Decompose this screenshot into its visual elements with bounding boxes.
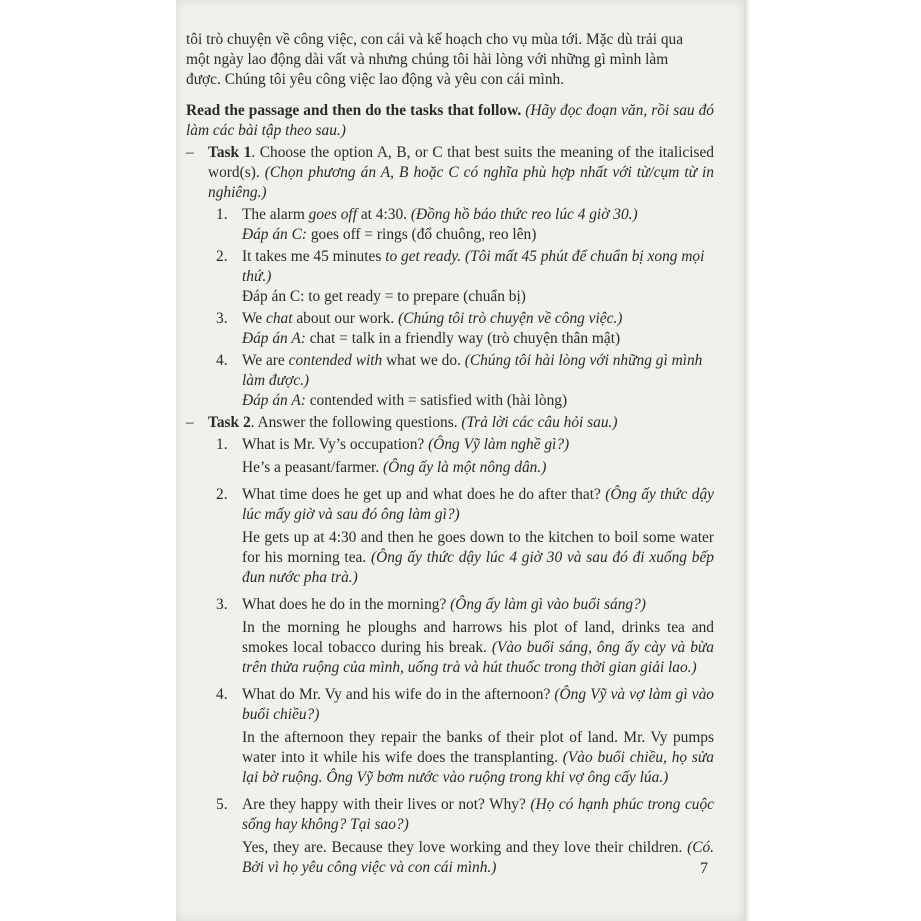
list-item: [186, 205, 714, 245]
list-item: [186, 595, 714, 678]
item-answer: [242, 225, 714, 245]
item-number: 2.: [216, 248, 228, 265]
question-text: We: [242, 310, 266, 327]
question-text: What is Mr. Vy’s occupation?: [242, 436, 429, 453]
task-1-items: [186, 205, 714, 411]
item-question: [242, 435, 714, 455]
question-text: It takes me 45 minutes: [242, 248, 386, 265]
answer-label: Đáp án C:: [242, 226, 307, 243]
item-number: 1.: [216, 436, 228, 453]
page-number: 7: [700, 860, 708, 877]
question-italic: contended with: [288, 352, 383, 369]
task-2-heading: [208, 413, 714, 433]
question-text: We are: [242, 352, 289, 369]
task-1-label: Task 1: [208, 144, 252, 161]
task-1-translation: (Chọn phương án A, B hoặc C có nghĩa phù hợp nhất với từ/cụm từ in nghiêng.): [208, 164, 714, 201]
task-1-text: . Choose the option A, B, or C that best suits the meaning of the italicised word(s).: [208, 144, 715, 181]
question-translation: (Họ có hạnh phúc trong cuộc sống hay không? Tại sao?): [242, 796, 714, 833]
question-text: about our work.: [292, 310, 399, 327]
question-text: Are they happy with their lives or not? Why?: [242, 796, 531, 813]
question-italic: chat: [265, 310, 293, 327]
task-1-heading: [208, 143, 714, 203]
question-translation: (Chúng tôi trò chuyện về công việc.): [398, 310, 623, 327]
question-translation: (Chúng tôi hài lòng với những gì mình làm được.): [242, 352, 703, 389]
item-answer: [242, 458, 714, 478]
question-text: What does he do in the morning?: [242, 596, 451, 613]
item-question: [242, 205, 714, 225]
task-dash: –: [186, 144, 194, 161]
list-item: [186, 685, 714, 788]
list-item: [186, 485, 714, 588]
item-question: [242, 351, 714, 391]
question-text: What time does he get up and what does he do after that?: [242, 486, 606, 503]
task-1: [186, 143, 714, 203]
task-2: [186, 413, 714, 433]
answer-translation: (Ông ấy thức dậy lúc 4 giờ 30 và sau đó đi xuống bếp đun nước pha trà.): [242, 549, 714, 586]
answer-text: chat = talk in a friendly way (trò chuyện thân mật): [305, 330, 621, 347]
answer-text: goes off = rings (đổ chuông, reo lên): [306, 226, 537, 243]
task-2-items: [186, 435, 714, 878]
answer-text: He gets up at 4:30 and then he goes down to the kitchen to boil some water for his morning tea.: [242, 529, 714, 566]
answer-translation: (Vào buổi sáng, ông ấy cày và bừa trên thửa ruộng của mình, uống trà và hút thuốc trong thời gian giải lao.): [242, 639, 714, 676]
item-answer: [242, 618, 714, 678]
item-number: 2.: [216, 486, 228, 503]
question-text: What do Mr. Vy and his wife do in the afternoon?: [242, 686, 555, 703]
item-answer: [242, 329, 714, 349]
question-translation: (Ông Vỹ và vợ làm gì vào buổi chiều?): [242, 686, 714, 723]
answer-translation: (Vào buổi chiều, họ sửa lại bờ ruộng. Ông Vỹ bơm nước vào ruộng trong khi vợ ông cấy lúa.): [242, 749, 714, 786]
book-page: [176, 0, 744, 921]
answer-text: In the afternoon they repair the banks of their plot of land. Mr. Vy pumps water into it while his wife does the transplanting.: [242, 729, 714, 766]
item-number: 3.: [216, 596, 228, 613]
intro-line: một ngày lao động dài vất và nhưng chúng tôi hài lòng với những gì mình làm: [186, 51, 669, 68]
instruction-translation: (Hãy đọc đoạn văn, rồi sau đó làm các bài tập theo sau.): [186, 102, 715, 139]
answer-text: contended with = satisfied with (hài lòng): [305, 392, 568, 409]
answer-text: He’s a peasant/farmer.: [242, 459, 384, 476]
intro-line: được. Chúng tôi yêu công việc lao động và yêu con cái mình.: [186, 71, 565, 88]
item-answer: [242, 287, 714, 307]
answer-label: Đáp án A:: [242, 330, 306, 347]
answer-text: Yes, they are. Because they love working and they love their children.: [242, 839, 688, 856]
item-question: [242, 685, 714, 725]
page-content: [186, 30, 714, 885]
question-translation: (Đồng hồ báo thức reo lúc 4 giờ 30.): [410, 206, 638, 223]
task-2-text: . Answer the following questions.: [250, 414, 462, 431]
instruction: [186, 101, 714, 141]
answer-label: Đáp án A:: [242, 392, 306, 409]
item-answer: [242, 838, 714, 878]
instruction-text: Read the passage and then do the tasks that follow.: [186, 102, 522, 119]
item-answer: [242, 728, 714, 788]
question-text: The alarm: [242, 206, 309, 223]
item-question: [242, 247, 714, 287]
list-item: [186, 309, 714, 349]
task-dash: –: [186, 414, 194, 431]
item-question: [242, 795, 714, 835]
list-item: [186, 351, 714, 411]
answer-translation: (Có. Bởi vì họ yêu công việc và con cái mình.): [242, 839, 714, 876]
question-text: at 4:30.: [356, 206, 411, 223]
item-number: 1.: [216, 206, 228, 223]
list-item: [186, 435, 714, 478]
list-item: [186, 247, 714, 307]
item-question: [242, 595, 714, 615]
task-2-translation: (Trả lời các câu hỏi sau.): [461, 414, 618, 431]
item-question: [242, 309, 714, 329]
answer-translation: (Ông ấy là một nông dân.): [383, 459, 547, 476]
list-item: [186, 795, 714, 878]
question-italic: goes off: [308, 206, 357, 223]
answer-text: In the morning he ploughs and harrows his plot of land, drinks tea and smokes local tobacco during his break.: [242, 619, 714, 656]
question-translation: (Ông ấy làm gì vào buổi sáng?): [450, 596, 646, 613]
answer-text: Đáp án C: to get ready = to prepare (chuẩn bị): [242, 288, 526, 305]
item-number: 3.: [216, 310, 228, 327]
page-edge: [744, 0, 750, 921]
item-number: 4.: [216, 686, 228, 703]
item-number: 4.: [216, 352, 228, 369]
question-text: what we do.: [382, 352, 465, 369]
task-2-label: Task 2: [208, 414, 251, 431]
question-italic: to get ready.: [385, 248, 462, 265]
intro-line: tôi trò chuyện về công việc, con cái và kế hoạch cho vụ mùa tới. Mặc dù trải qua: [186, 31, 684, 48]
item-answer: [242, 391, 714, 411]
question-translation: (Ông ấy thức dậy lúc mấy giờ và sau đó ông làm gì?): [242, 486, 715, 523]
item-answer: [242, 528, 714, 588]
intro-paragraph: [186, 30, 714, 90]
question-translation: (Tôi mất 45 phút để chuẩn bị xong mọi thứ.): [242, 248, 705, 285]
question-translation: (Ông Vỹ làm nghề gì?): [428, 436, 570, 453]
item-number: 5.: [216, 796, 228, 813]
item-question: [242, 485, 714, 525]
